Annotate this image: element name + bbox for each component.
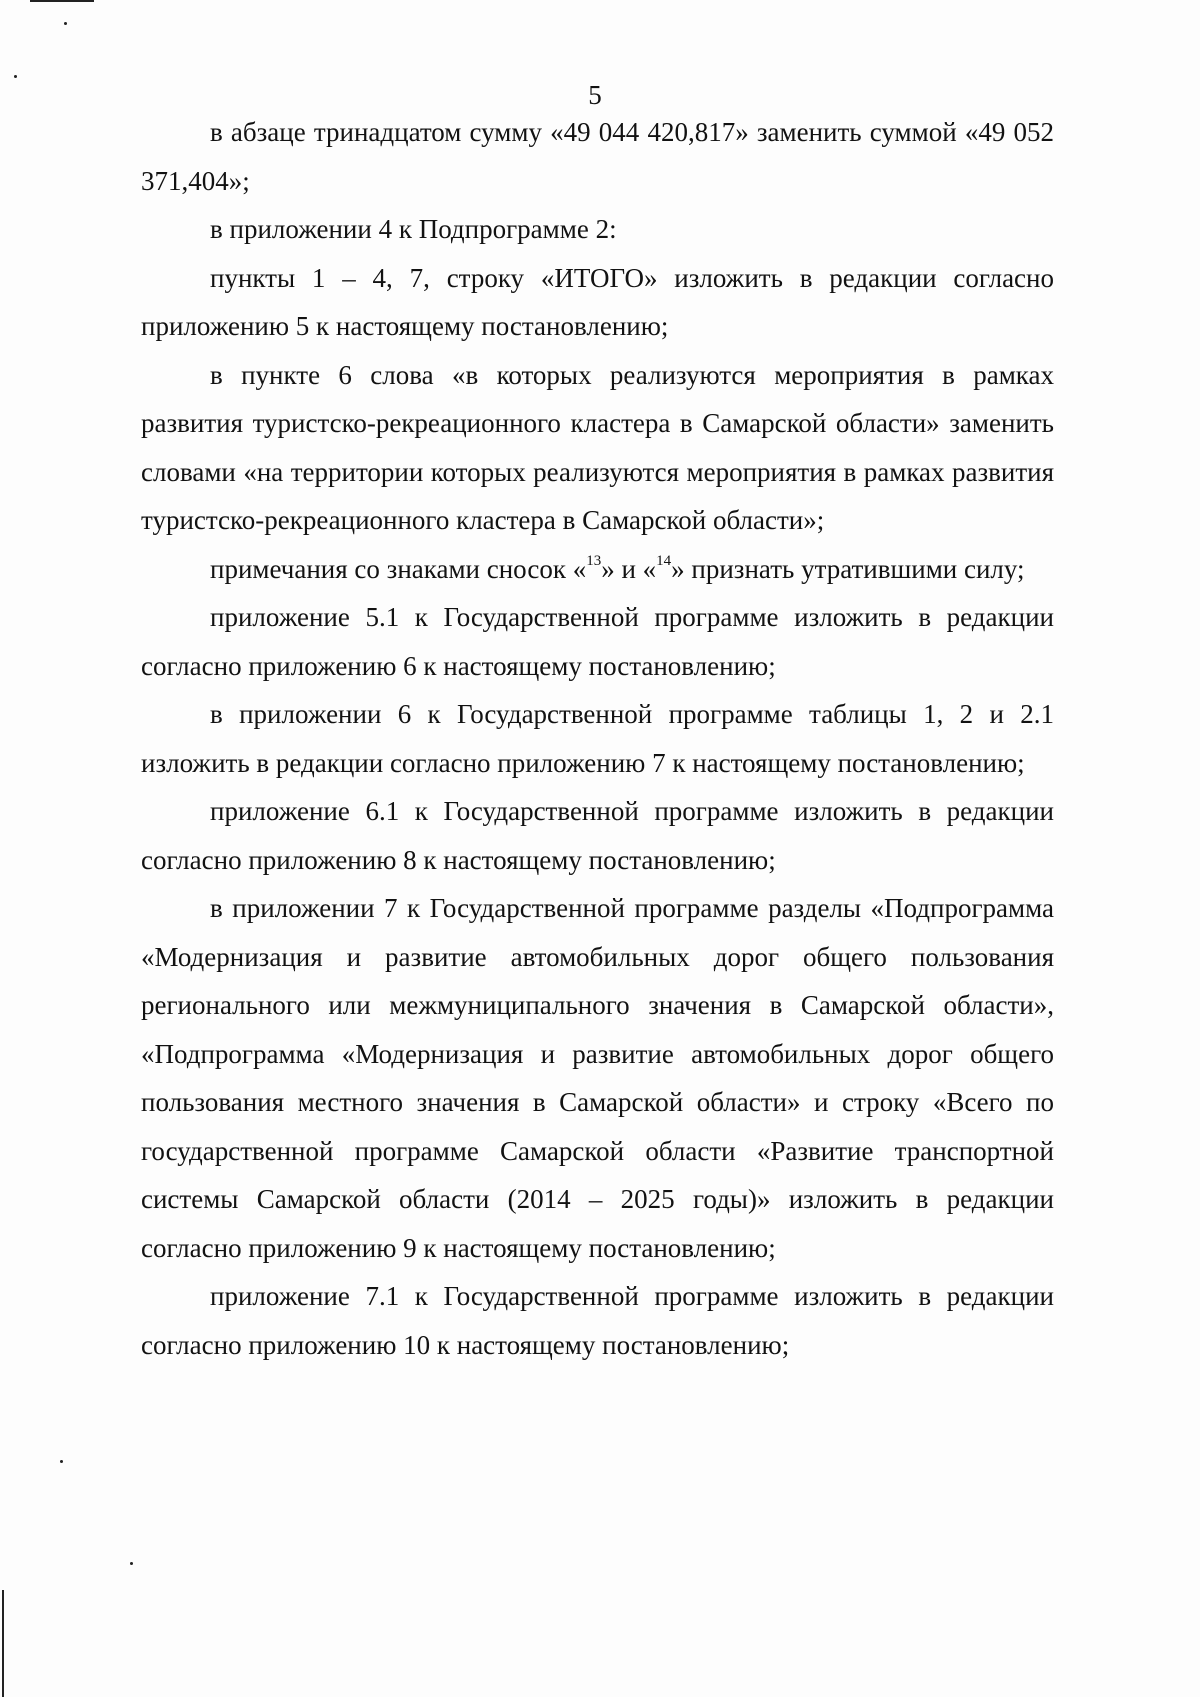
paragraph: в приложении 7 к Государственной программе разделы «Подпрограмма «Модернизация и развитие автомобильных дорог общего пользования регионального или межмуниципального значения в Самарской области», «Подпрограмма «Модернизация и развитие автомобильных дорог общего пользования местного значения в Самарской области» и строку «Всего по государственной программе Самарской области «Развитие транспортной системы Самарской области (2014 – 2025 годы)» изложить в редакции согласно приложению 9 к настоящему постановлению; (141, 893, 1054, 1263)
scan-artifact (64, 22, 67, 25)
scan-artifact (130, 1562, 133, 1565)
paragraph: в приложении 4 к Подпрограмме 2: (210, 214, 617, 244)
scan-artifact (60, 1460, 63, 1463)
paragraph: пункты 1 – 4, 7, строку «ИТОГО» изложить в редакции согласно приложению 5 к настоящему постановлению; (141, 262, 1054, 341)
footnote-text-before: примечания со знаками сносок « (210, 553, 587, 584)
paragraph: приложение 7.1 к Государственной программе изложить в редакции согласно приложению 10 к настоящему постановлению; (141, 1281, 1054, 1360)
footnote-paragraph (141, 545, 1054, 594)
footnote-marker: 14 (656, 552, 672, 569)
document-body (141, 108, 1054, 1369)
paragraph: в приложении 6 к Государственной программе таблицы 1, 2 и 2.1 изложить в редакции согласно приложению 7 к настоящему постановлению; (141, 699, 1054, 778)
page-number: 5 (588, 80, 602, 110)
paragraph: приложение 5.1 к Государственной программе изложить в редакции согласно приложению 6 к настоящему постановлению; (141, 602, 1054, 681)
footnote-text-middle: » и « (601, 553, 657, 584)
scan-artifact (2, 1590, 4, 1697)
paragraph: в пункте 6 слова «в которых реализуются мероприятия в рамках развития туристско-рекреационного кластера в Самарской области» заменить словами «на территории которых реализуются мероприятия в рамках развития туристско-рекреационного кластера в Самарской области»; (141, 359, 1054, 535)
scan-artifact (30, 0, 94, 2)
footnote-marker: 13 (586, 552, 602, 569)
paragraph: в абзаце тринадцатом сумму «49 044 420,817» заменить суммой «49 052 371,404»; (141, 117, 1054, 196)
scan-artifact (14, 75, 17, 78)
footnote-text-after: » признать утратившими силу; (671, 553, 1025, 584)
paragraph: приложение 6.1 к Государственной программе изложить в редакции согласно приложению 8 к настоящему постановлению; (141, 796, 1054, 875)
